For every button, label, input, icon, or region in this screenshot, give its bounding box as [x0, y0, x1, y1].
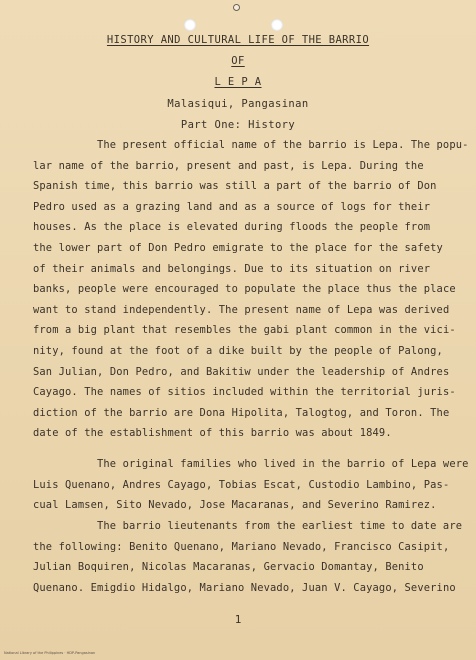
- archive-footer-note: National Library of the Philippines · HDP-Pangasinan: [4, 651, 96, 655]
- text-line: of their animals and belongings. Due to its situation on river: [33, 262, 431, 275]
- text-line: nity, found at the foot of a dike built by the people of Palong,: [33, 344, 443, 357]
- paragraph-original-families: [33, 454, 469, 516]
- text-line: banks, people were encouraged to populate the place thus the place: [33, 283, 456, 296]
- text-line: The barrio lieutenants from the earliest time to date are: [97, 520, 463, 532]
- title-of: OF: [231, 55, 245, 67]
- document-title: HISTORY AND CULTURAL LIFE OF THE BARRIO: [106, 34, 370, 46]
- text-line: the lower part of Don Pedro emigrate to the place for the safety: [33, 241, 443, 254]
- text-line: The original families who lived in the barrio of Lepa were: [97, 458, 469, 470]
- punch-hole-left: [184, 19, 196, 31]
- punch-hole-right: [271, 19, 283, 31]
- text-line: the following: Benito Quenano, Mariano Nevado, Francisco Casipit,: [33, 540, 450, 553]
- text-line: lar name of the barrio, present and past, is Lepa. During the: [33, 159, 424, 172]
- text-line: Julian Boquiren, Nicolas Macaranas, Gervacio Domantay, Benito: [33, 561, 424, 574]
- text-line: Pedro used as a grazing land and as a source of logs for their: [33, 200, 431, 213]
- text-line: Quenano. Emigdio Hidalgo, Mariano Nevado, Juan V. Cayago, Severino: [33, 581, 456, 594]
- page-number: 1: [234, 613, 242, 626]
- text-line: The present official name of the barrio is Lepa. The popu-: [97, 139, 469, 151]
- text-line: from a big plant that resembles the gabi plant common in the vici-: [33, 324, 456, 337]
- staple-mark: [233, 4, 240, 11]
- text-line: date of the establishment of this barrio was about 1849.: [33, 427, 392, 440]
- text-line: houses. As the place is elevated during floods the people from: [33, 221, 431, 234]
- paragraph-history: [33, 135, 469, 444]
- text-line: want to stand independently. The present name of Lepa was derived: [33, 303, 450, 316]
- part-heading: Part One: History: [180, 119, 296, 131]
- text-line: San Julian, Don Pedro, and Bakitiw under the leadership of Andres: [33, 365, 450, 378]
- text-line: Spanish time, this barrio was still a part of the barrio of Don: [33, 180, 437, 193]
- text-line: cual Lamsen, Sito Nevado, Jose Macaranas, and Severino Ramirez.: [33, 499, 437, 512]
- text-line: Luis Quenano, Andres Cayago, Tobias Escat, Custodio Lambino, Pas-: [33, 478, 450, 491]
- barrio-name: L E P A: [214, 76, 262, 88]
- text-line: Cayago. The names of sitios included within the territorial juris-: [33, 386, 456, 399]
- text-line: diction of the barrio are Dona Hipolita, Talogtog, and Toron. The: [33, 406, 450, 419]
- paragraph-lieutenants: [33, 516, 463, 598]
- location-line: Malasiqui, Pangasinan: [167, 98, 309, 110]
